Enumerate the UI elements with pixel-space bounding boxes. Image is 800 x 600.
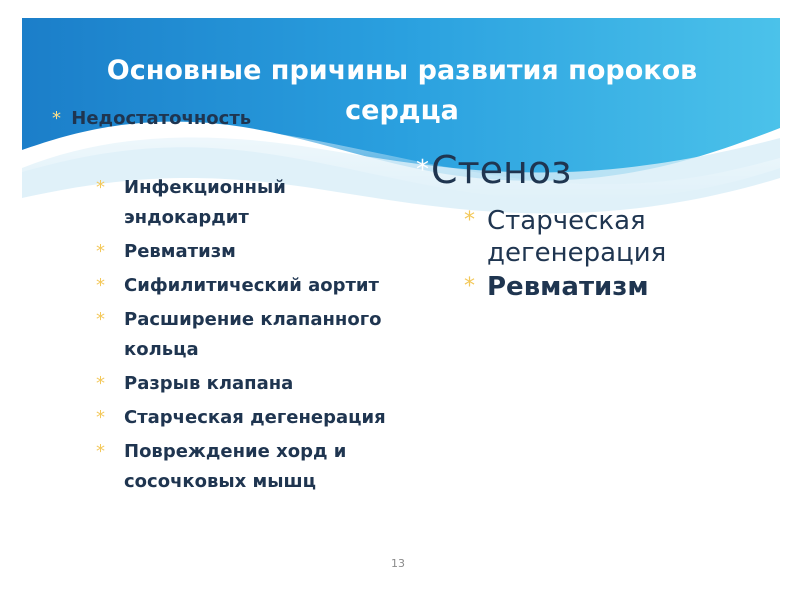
stenosis-causes-list — [452, 205, 772, 305]
page-number: 13 — [391, 557, 405, 570]
list-item-label: Старческая дегенерация — [487, 206, 667, 268]
heading-label: Стеноз — [431, 148, 572, 192]
star-bullet-icon: * — [96, 407, 105, 428]
star-bullet-icon: * — [416, 155, 429, 185]
insufficiency-causes-list — [96, 173, 416, 501]
star-bullet-icon: * — [96, 177, 105, 198]
right-column-heading — [416, 146, 571, 194]
list-item-label: Расширение клапанного кольца — [124, 309, 382, 360]
list-item-label: Ревматизм — [124, 241, 236, 262]
list-item — [96, 173, 416, 233]
list-item — [96, 271, 416, 301]
list-item — [96, 437, 416, 497]
star-bullet-icon: * — [96, 441, 105, 462]
list-item — [96, 305, 416, 365]
list-item-label: Ревматизм — [487, 272, 649, 302]
star-bullet-icon: * — [52, 108, 61, 129]
star-bullet-icon: * — [96, 241, 105, 262]
list-item-label: Разрыв клапана — [124, 373, 294, 394]
list-item — [452, 205, 772, 269]
list-item-label: Старческая дегенерация — [124, 407, 386, 428]
list-item-label: Повреждение хорд и сосочковых мышц — [124, 441, 347, 492]
slide — [22, 18, 780, 580]
slide-title: Основные причины развития пороков сердца — [106, 55, 698, 126]
star-bullet-icon: * — [96, 373, 105, 394]
star-bullet-icon: * — [96, 309, 105, 330]
list-item — [96, 403, 416, 433]
list-item-label: Инфекционный эндокардит — [124, 177, 286, 228]
list-item — [96, 237, 416, 267]
heading-label: Недостаточность — [71, 108, 252, 129]
star-bullet-icon: * — [464, 208, 475, 233]
list-item-label: Сифилитический аортит — [124, 275, 379, 296]
star-bullet-icon: * — [96, 275, 105, 296]
list-item — [96, 369, 416, 399]
left-column-heading — [52, 108, 251, 129]
list-item — [452, 271, 772, 303]
star-bullet-icon: * — [464, 274, 475, 299]
